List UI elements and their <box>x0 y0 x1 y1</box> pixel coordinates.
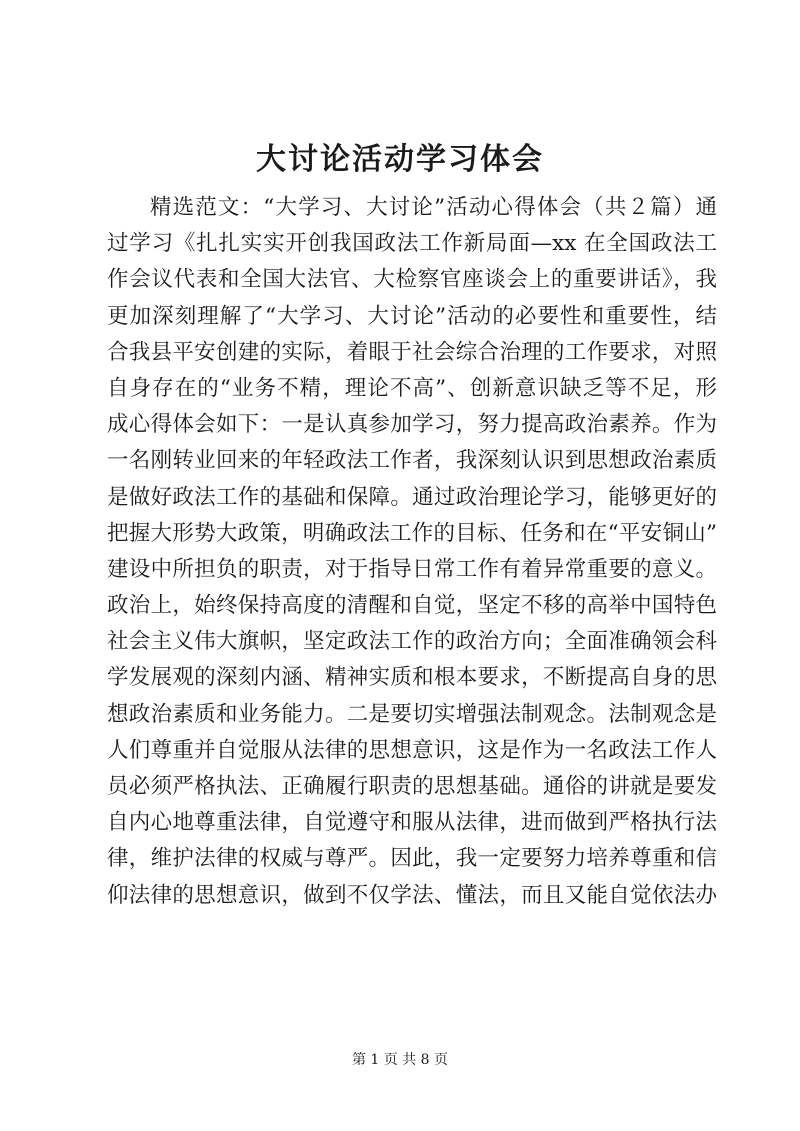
body-line: 仰法律的思想意识，做到不仅学法、懂法，而且又能自觉依法办 <box>107 882 717 908</box>
body-line: 员必须严格执法、正确履行职责的思想基础。通俗的讲就是要发 <box>107 774 717 799</box>
body-line: 精选范文：“大学习、大讨论”活动心得体会（共２篇）通 <box>150 195 717 220</box>
body-line: 合我县平安创建的实际，着眼于社会综合治理的工作要求，对照 <box>107 339 717 365</box>
document-title: 大讨论活动学习体会 <box>256 142 544 177</box>
body-line: 一名刚转业回来的年轻政法工作者，我深刻认识到思想政治素质 <box>107 448 717 474</box>
body-line: 过学习《扎扎实实开创我国政法工作新局面—xx 在全国政法工 <box>107 231 717 257</box>
body-line: 自身存在的“业务不精，理论不高”、创新意识缺乏等不足，形 <box>107 375 717 401</box>
body-line: 学发展观的深刻内涵、精神实质和根本要求，不断提高自身的思 <box>107 665 717 691</box>
body-line: 想政治素质和业务能力。二是要切实增强法制观念。法制观念是 <box>107 701 717 727</box>
body-line: 自内心地尊重法律，自觉遵守和服从法律，进而做到严格执行法 <box>107 810 717 836</box>
document-body <box>107 190 717 914</box>
body-line: 成心得体会如下：一是认真参加学习，努力提高政治素养。作为 <box>107 412 717 438</box>
body-line: 作会议代表和全国大法官、大检察官座谈会上的重要讲话》，我 <box>107 267 717 293</box>
page-number-footer: 第 1 页 共 8 页 <box>351 1052 449 1068</box>
body-line: 人们尊重并自觉服从法律的思想意识，这是作为一名政法工作人 <box>107 737 717 763</box>
body-line: 律，维护法律的权威与尊严。因此，我一定要努力培养尊重和信 <box>107 846 717 872</box>
body-line: 建设中所担负的职责，对于指导日常工作有着异常重要的意义。 <box>107 556 717 582</box>
body-line: 社会主义伟大旗帜，坚定政法工作的政治方向；全面准确领会科 <box>107 629 717 655</box>
body-line: 把握大形势大政策，明确政法工作的目标、任务和在“平安铜山” <box>107 520 717 546</box>
body-line: 更加深刻理解了“大学习、大讨论”活动的必要性和重要性，结 <box>107 303 717 329</box>
body-line: 是做好政法工作的基础和保障。通过政治理论学习，能够更好的 <box>107 484 717 510</box>
body-line: 政治上，始终保持高度的清醒和自觉，坚定不移的高举中国特色 <box>107 593 717 619</box>
